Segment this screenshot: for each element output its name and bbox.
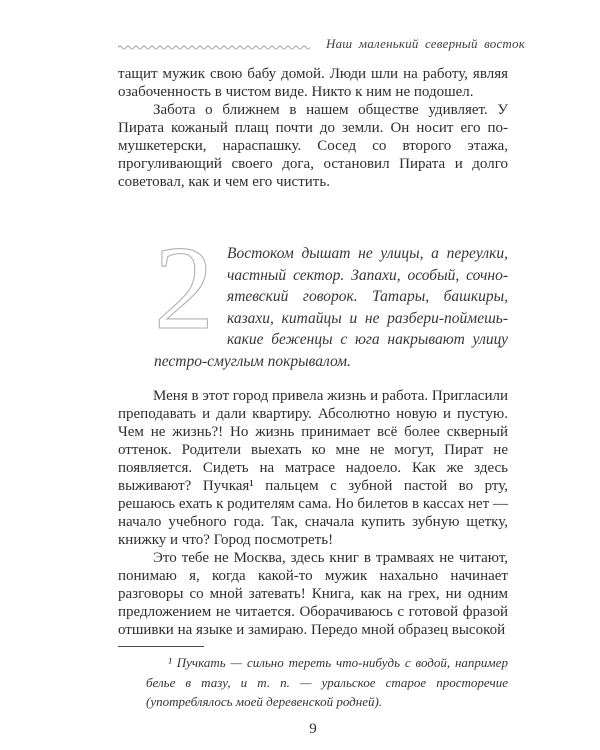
running-header-title: Наш маленький северный восток [326, 36, 526, 51]
page-number: 9 [309, 720, 317, 737]
running-header [118, 36, 526, 52]
chapter-number: 2 [154, 221, 214, 354]
footnote-rule [118, 646, 204, 647]
paragraph: Это тебе не Москва, здесь книг в трамваях не читают, понимаю я, когда какой-то мужик нахально начинает разговоры со мной затевать! Книга, как на грех, ни одним предложением не читается. Оборачиваюсь с готовой фразой отшивки на языке и замираю. Передо мной образец высокой [118, 550, 508, 638]
epigraph-text: Востоком дышат не улицы, а переулки, частный сектор. Запахи, особый, сочно-ятевский говорок. Татары, башкиры, казахи, китайцы и не разбери-поймешь-какие беженцы с юга накрывают улицу пестро-смуглым покрывалом. [154, 245, 508, 370]
footnote-text: ¹ Пучкать — сильно тереть что-нибудь с водой, например белье в тазу, и т. п. — уральское старое просторечие (употреблялось моей деревенской родней). [146, 655, 508, 709]
paragraph: Меня в этот город привела жизнь и работа. Пригласили преподавать и дали квартиру. Абсолютно новую и пустую. Чем не жизнь?! Но жизнь принимает всё более скверный оттенок. Родители выехать ко мне не могут, Пират не появляется. Сидеть на матрасе надоело. Как же здесь выживают? Пучкая¹ пальцем с зубной пастой во рту, решаюсь ехать к родителям сама. Но билетов в кассах нет — начало учебного года. Так, сначала купить зубную щетку, книжку и что? Город посмотреть! [118, 388, 508, 548]
header-wavy-rule [118, 43, 314, 50]
text-block [118, 36, 526, 738]
footnote [118, 646, 508, 712]
paragraph-continuation: тащит мужик свою бабу домой. Люди шли на работу, являя озабоченность в чистом виде. Никто к ним не подошел. [118, 66, 508, 100]
chapter-epigraph [154, 221, 508, 372]
paragraph: Забота о ближнем в нашем обществе удивляет. У Пирата кожаный плащ почти до земли. Он носит его по-мушкетерски, нараспашку. Сосед со второго этажа, прогуливающий своего дога, остановил Пирата и долго советовал, как и чем его чистить. [118, 102, 508, 190]
